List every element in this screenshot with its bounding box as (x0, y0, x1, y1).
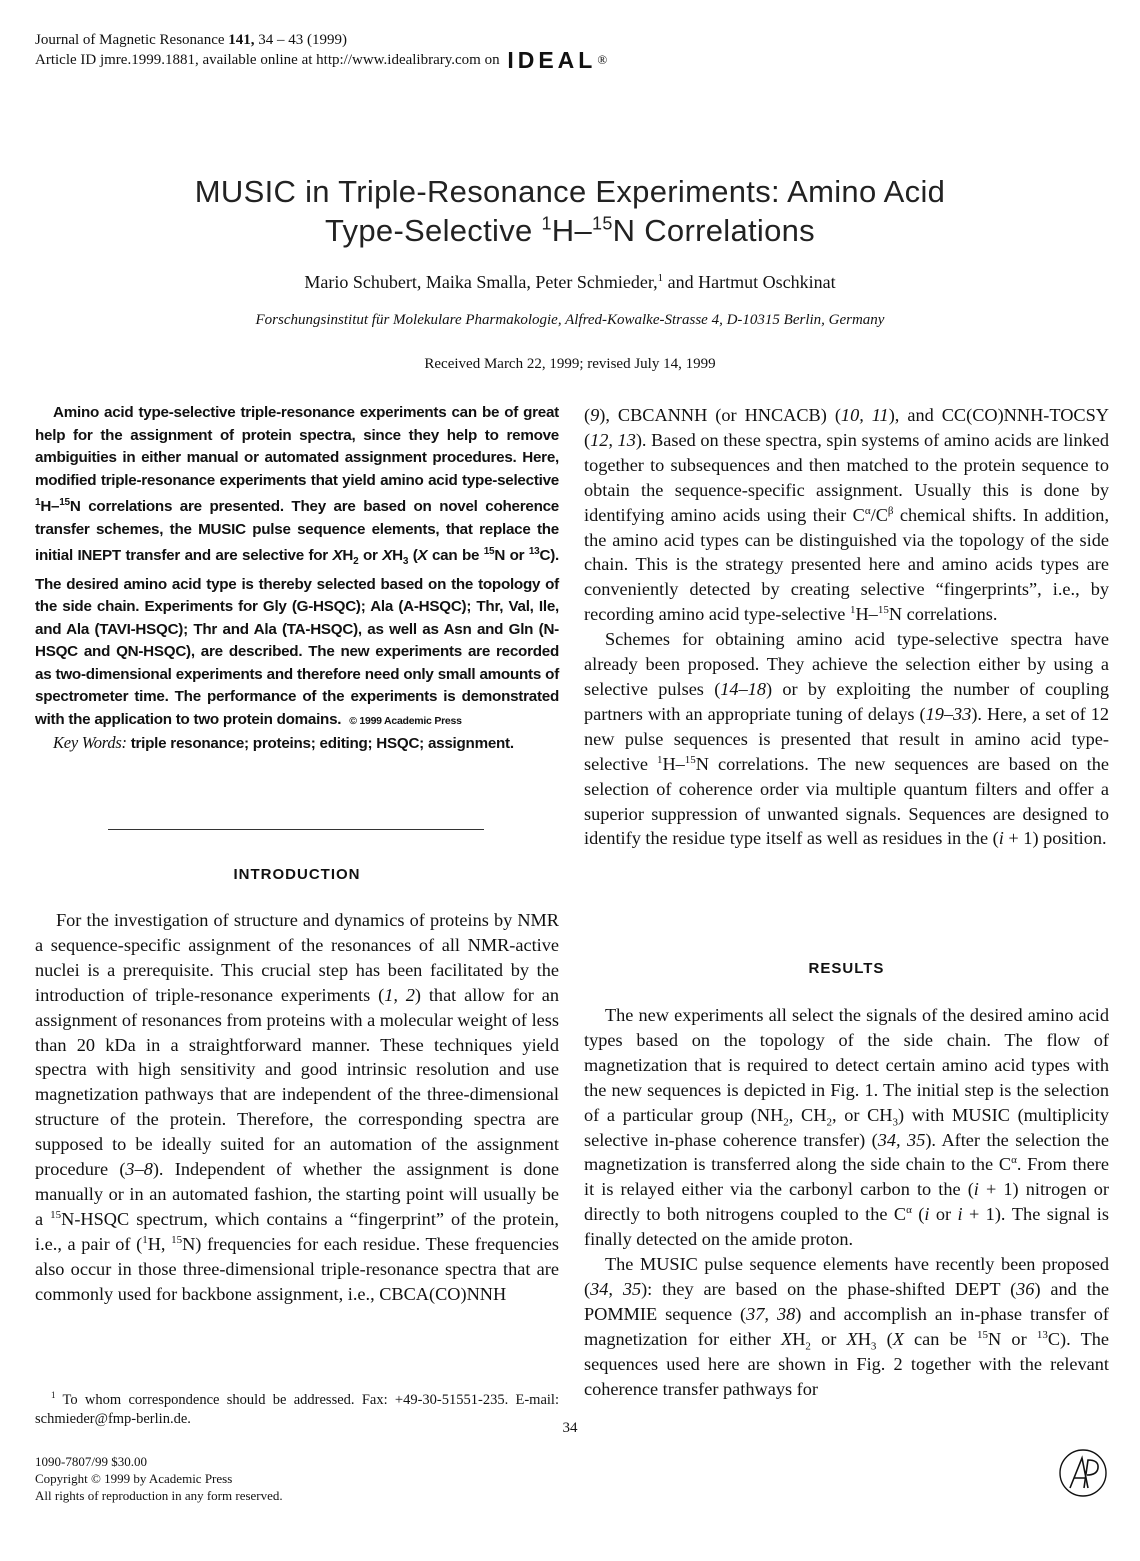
results-text: The new experiments all select the signals of the desired amino acid types based on the topology of the side chain. The flow of magnetization that is required to detect certain amino acid types with the new sequences is depicted in Fig. 1. The initial step is the selection of a particular group ($NH_2$, $CH_2$, or $CH_3$) with MUSIC (multiplicity selective in-phase coherence transfer) (34, 35). After the selection the magnetization is transferred along the side chain to the $C^\alpha$. From there it is relayed either via the carbonyl carbon to the (i + 1) nitrogen or directly to both nitrogens coupled to the $C^\alpha$ (i or i + 1). The signal is finally detected on the amide proton. The MUSIC pulse sequence elements have recently been proposed (34, 35): they are based on the phase-shifted DEPT (36) and the POMMIE sequence (37, 38) and accomplish an in-phase transfer of magnetization for either $XH_2$ or $XH_3$ (X can be $^{15}$N or $^{13}$C). The sequences used here are shown in Fig. 2 together with the relevant coherence transfer pathways for (584, 1005, 1110, 1399)
copyright-block: 1090-7807/99 $30.00 Copyright © 1999 by Academic Press All rights of reproduction in any form reserved. (35, 1454, 283, 1503)
affiliation: Forschungsinstitut für Molekulare Pharmakologie, Alfred-Kowalke-Strasse 4, D-10315 Berlin, Germany (255, 312, 885, 328)
introduction-text: For the investigation of structure and dynamics of proteins by NMR a sequence-specific assignment of the resonances of all NMR-active nuclei is a prerequisite. This crucial step has been facilitated by the introduction of triple-resonance experiments (1, 2) that allow for an assignment of resonances from proteins with a molecular weight of less than 20 kDa in a straightforward manner. These techniques yield spectra with high sensitivity and good intrinsic resolution and use magnetization pathways that are independent of the three-dimensional structure of the protein. Therefore, the corresponding spectra are supposed to be ideally suited for an automation of the assignment procedure (3–8). Independent of whether the assignment is done manually or in an automated fashion, the starting point will usually be a $^{15}$N-HSQC spectrum, which contains a “fingerprint” of the protein, i.e., a pair of ($^1$H, $^{15}$N) frequencies for each residue. These frequencies also occur in those three-dimensional triple-resonance spectra that are commonly used for backbone assignment, i.e., CBCA(CO)NNH (35, 910, 560, 1304)
abstract-copyright: © 1999 Academic Press (349, 714, 462, 727)
paper-title: MUSIC in Triple-Resonance Experiments: Amino Acid Type-Selective $^1$H–$^{15}$N Correlations (194, 174, 946, 248)
results-heading: RESULTS (808, 960, 885, 977)
abstract-text: Amino acid type-selective triple-resonance experiments can be of great help for the assignment of protein spectra, since they help to remove ambiguities in either manual or automated assignment procedures. Here, modified triple-resonance experiments that yield amino acid type-selective $^1$H–$^{15}$N correlations are presented. They are based on novel coherence transfer schemes, the MUSIC pulse sequence elements, that replace the initial INEPT transfer and are selective for $XH_2$ or $XH_3$ (X can be $^{15}$N or $^{13}$C). The desired amino acid type is thereby selected based on the topology of the side chain. Experiments for Gly (G-HSQC); Ala (A-HSQC); Thr, Val, Ile, and Ala (TAVI-HSQC); Thr and Ala (TA-HSQC), as well as Asn and Gln (N-HSQC and QN-HSQC), are described. The new experiments are recorded as two-dimensional experiments and therefore need only small amounts of spectrometer time. The performance of the experiments is demonstrated with the application to two protein domains. © 1999 Academic Press (35, 404, 559, 728)
abstract (35, 402, 559, 756)
author-list: Mario Schubert, Maika Smalla, Peter Schmieder,$^1$ and Hartmut Oschkinat (304, 272, 836, 292)
correspondence-footnote: $^1$ To whom correspondence should be addressed. Fax: +49-30-51551-235. E-mail: schmieder@fmp-berlin.de. (35, 1390, 559, 1428)
article-id: Article ID jmre.1999.1881, available online at http://www.idealibrary.com on IDEAL ® (35, 47, 608, 73)
journal-citation: Journal of Magnetic Resonance 141, 34 – 43 (1999) (35, 32, 348, 48)
ideal-logo: IDEAL ® (507, 47, 608, 73)
key-words: Key Words: triple resonance; proteins; editing; HSQC; assignment. (53, 733, 514, 753)
page-number: 34 (562, 1420, 578, 1436)
academic-press-logo (1058, 1448, 1108, 1498)
abstract-divider (108, 829, 484, 830)
received-date: Received March 22, 1999; revised July 14, 1999 (424, 356, 716, 372)
right-column-text: (9), CBCANNH (or HNCACB) (10, 11), and CC(CO)NNH-TOCSY (12, 13). Based on these spectra, spin systems of amino acids are linked together to subsequences and then matched to the protein sequence to obtain the sequence-specific assignment. Usually this is done by identifying amino acids using their $C^\alpha/C^\beta$ chemical shifts. In addition, the amino acid types can be distinguished via the topology of the side chain. This is the strategy presented here and amino acids types are conveniently detected by creating selective “fingerprints”, i.e., by recording amino acid type-selective $^1$H–$^{15}$N correlations. Schemes for obtaining amino acid type-selective spectra have already been proposed. They achieve the selection either by using a selective pulses (14–18) or by exploiting the number of coupling partners with an appropriate tuning of delays (19–33). Here, a set of 12 new pulse sequences is presented that result in amino acid type-selective $^1$H–$^{15}$N correlations. The new sequences are based on the selection of coherence order via multiple quantum filters and offer a superior suppression of unwanted signals. Sequences are designed to identify the residue type itself as well as residues in the (i + 1) position. (584, 405, 1110, 849)
introduction-heading: INTRODUCTION (233, 866, 361, 883)
journal-header (35, 30, 608, 73)
